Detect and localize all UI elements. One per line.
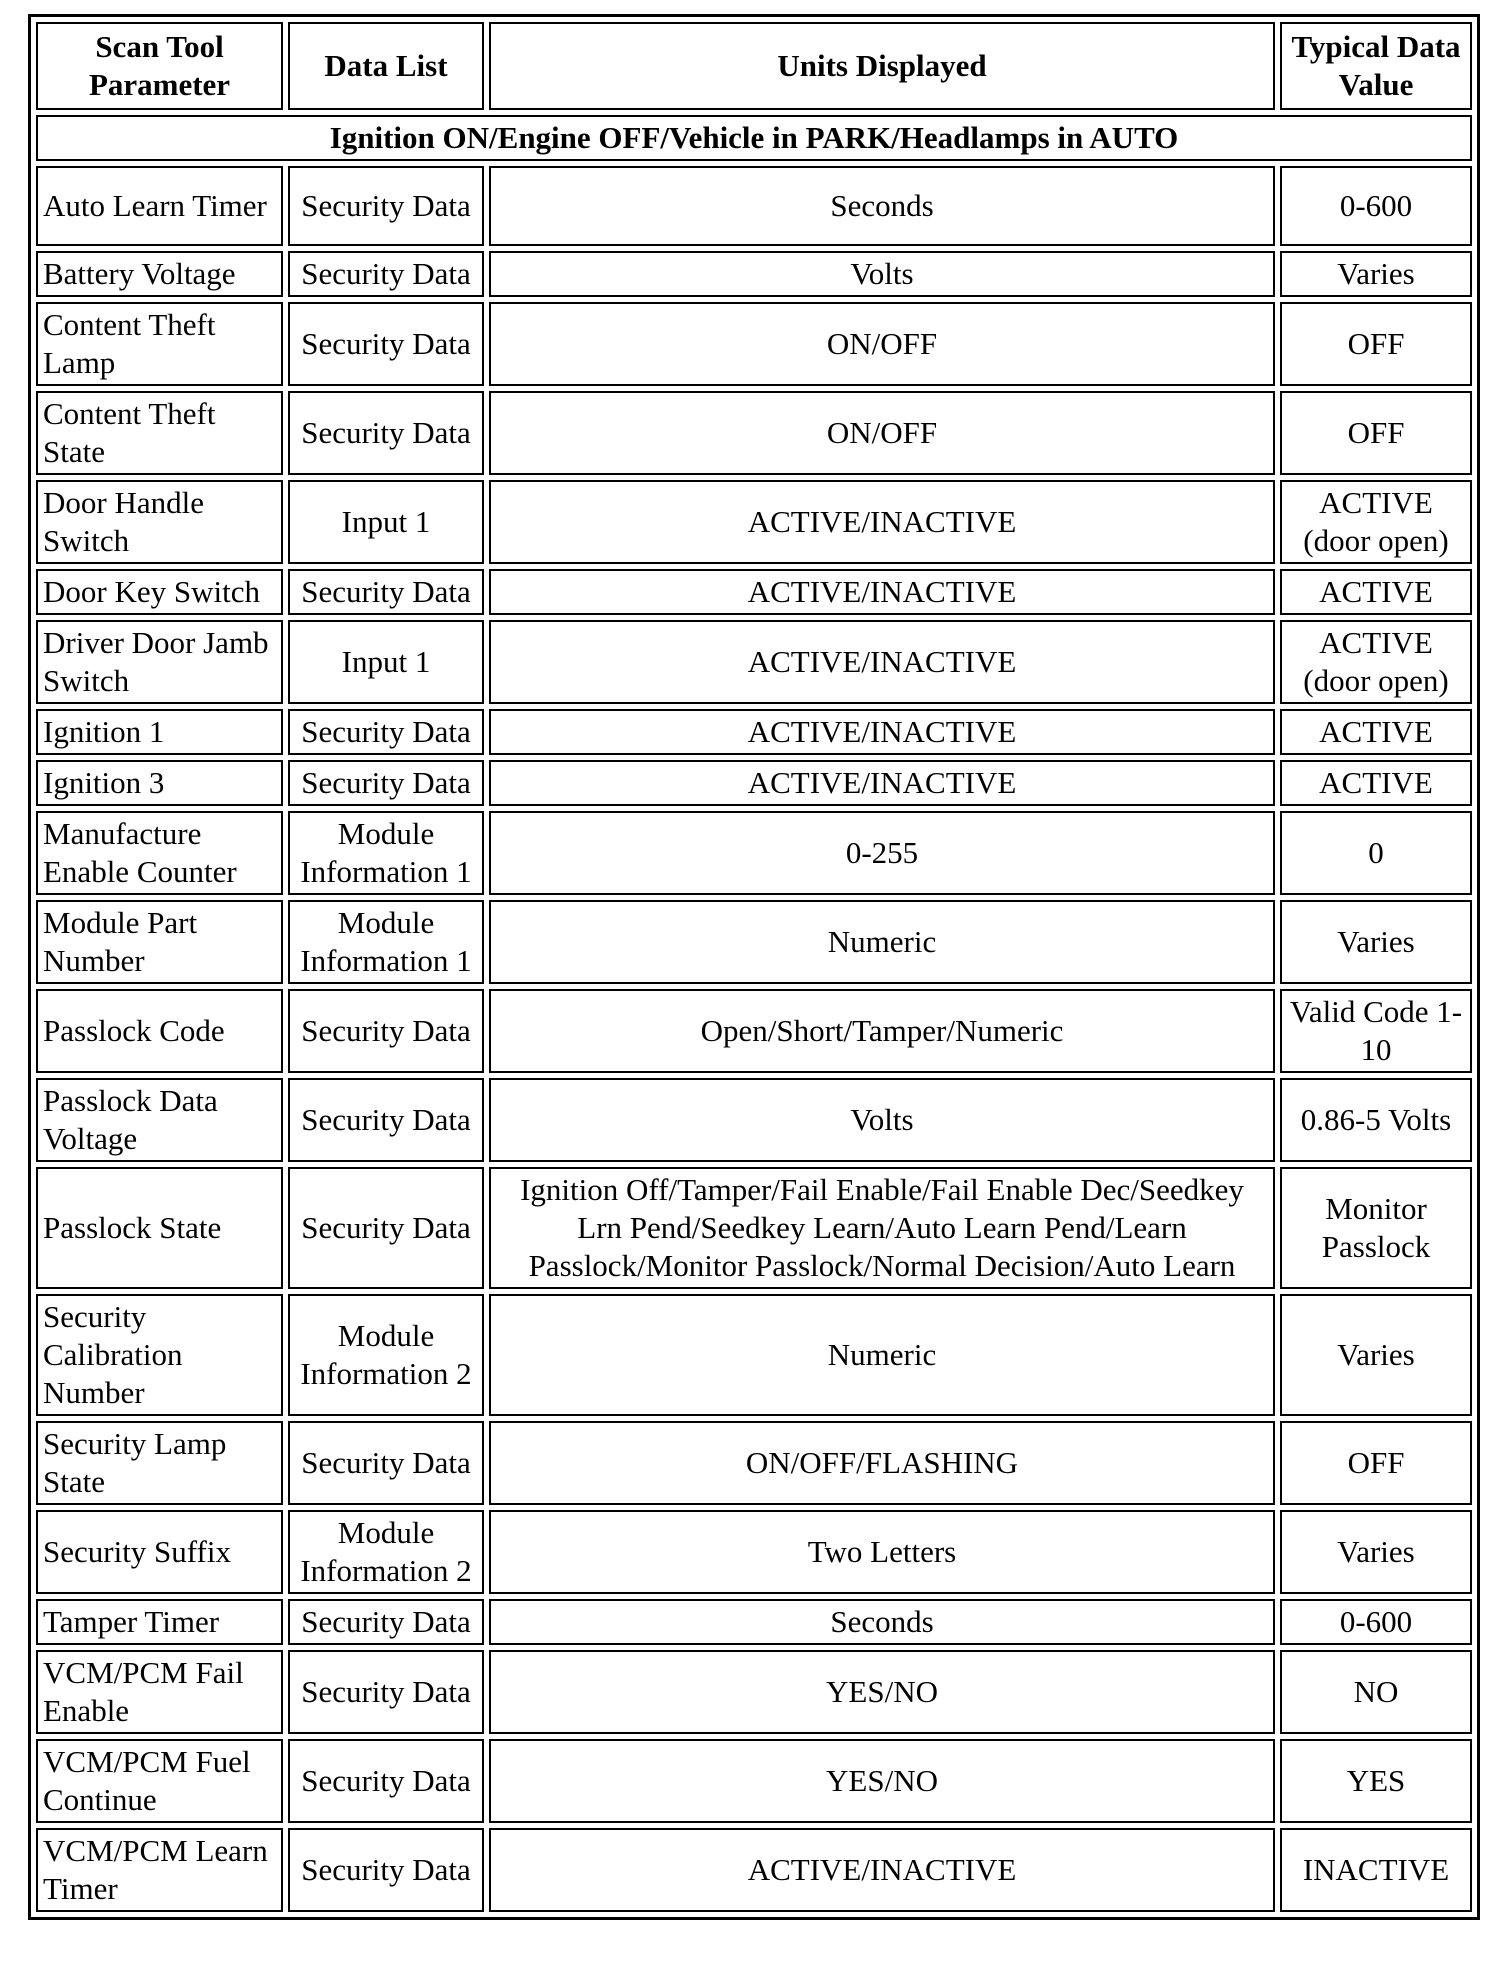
table-row	[36, 302, 1472, 386]
table-row	[36, 709, 1472, 755]
cell-units: ACTIVE/INACTIVE	[489, 480, 1275, 564]
cell-data-list: Security Data	[288, 1167, 484, 1289]
cell-parameter: Module Part Number	[36, 900, 283, 984]
cell-units: Numeric	[489, 1294, 1275, 1416]
cell-parameter: Security Calibration Number	[36, 1294, 283, 1416]
table-row	[36, 1599, 1472, 1645]
cell-typical-value: Varies	[1280, 1294, 1472, 1416]
cell-units: ACTIVE/INACTIVE	[489, 760, 1275, 806]
cell-data-list: Module Information 1	[288, 811, 484, 895]
cell-data-list: Security Data	[288, 1650, 484, 1734]
cell-data-list: Module Information 2	[288, 1294, 484, 1416]
cell-typical-value: Valid Code 1-10	[1280, 989, 1472, 1073]
cell-parameter: VCM/PCM Learn Timer	[36, 1828, 283, 1912]
scan-tool-data-table-wrapper	[28, 14, 1480, 1920]
cell-typical-value: 0.86-5 Volts	[1280, 1078, 1472, 1162]
cell-typical-value: ACTIVE	[1280, 569, 1472, 615]
table-row	[36, 569, 1472, 615]
cell-parameter: Auto Learn Timer	[36, 166, 283, 246]
table-row	[36, 900, 1472, 984]
cell-parameter: Ignition 3	[36, 760, 283, 806]
cell-parameter: Passlock Data Voltage	[36, 1078, 283, 1162]
cell-parameter: Ignition 1	[36, 709, 283, 755]
scan-tool-data-table	[28, 14, 1480, 1920]
cell-units: Seconds	[489, 166, 1275, 246]
table-row	[36, 480, 1472, 564]
cell-parameter: Security Lamp State	[36, 1421, 283, 1505]
table-row	[36, 391, 1472, 475]
cell-typical-value: Varies	[1280, 900, 1472, 984]
table-row	[36, 1167, 1472, 1289]
cell-units: YES/NO	[489, 1650, 1275, 1734]
table-row	[36, 1078, 1472, 1162]
cell-units: Seconds	[489, 1599, 1275, 1645]
table-row	[36, 1650, 1472, 1734]
cell-typical-value: 0	[1280, 811, 1472, 895]
cell-parameter: Security Suffix	[36, 1510, 283, 1594]
cell-units: ON/OFF	[489, 391, 1275, 475]
cell-data-list: Security Data	[288, 569, 484, 615]
cell-data-list: Input 1	[288, 620, 484, 704]
cell-parameter: Door Key Switch	[36, 569, 283, 615]
cell-data-list: Security Data	[288, 391, 484, 475]
cell-parameter: Tamper Timer	[36, 1599, 283, 1645]
table-row	[36, 1510, 1472, 1594]
table-row	[36, 760, 1472, 806]
cell-data-list: Security Data	[288, 1739, 484, 1823]
cell-typical-value: Monitor Passlock	[1280, 1167, 1472, 1289]
cell-data-list: Security Data	[288, 1828, 484, 1912]
cell-typical-value: OFF	[1280, 302, 1472, 386]
table-row	[36, 1294, 1472, 1416]
header-units: Units Displayed	[489, 22, 1275, 110]
cell-units: Two Letters	[489, 1510, 1275, 1594]
cell-units: ACTIVE/INACTIVE	[489, 620, 1275, 704]
cell-units: Volts	[489, 1078, 1275, 1162]
table-row	[36, 1739, 1472, 1823]
cell-typical-value: ACTIVE (door open)	[1280, 480, 1472, 564]
cell-data-list: Security Data	[288, 989, 484, 1073]
cell-typical-value: NO	[1280, 1650, 1472, 1734]
cell-units: ON/OFF/FLASHING	[489, 1421, 1275, 1505]
cell-parameter: Driver Door Jamb Switch	[36, 620, 283, 704]
cell-parameter: Manufacture Enable Counter	[36, 811, 283, 895]
cell-typical-value: INACTIVE	[1280, 1828, 1472, 1912]
cell-parameter: Passlock State	[36, 1167, 283, 1289]
cell-data-list: Security Data	[288, 251, 484, 297]
cell-typical-value: OFF	[1280, 1421, 1472, 1505]
table-row	[36, 620, 1472, 704]
cell-data-list: Security Data	[288, 1078, 484, 1162]
cell-units: ON/OFF	[489, 302, 1275, 386]
cell-units: YES/NO	[489, 1739, 1275, 1823]
cell-units: Volts	[489, 251, 1275, 297]
cell-data-list: Security Data	[288, 760, 484, 806]
cell-units: ACTIVE/INACTIVE	[489, 709, 1275, 755]
cell-units: Ignition Off/Tamper/Fail Enable/Fail Enable Dec/Seedkey Lrn Pend/Seedkey Learn/Auto Learn Pend/Learn Passlock/Monitor Passlock/Normal Decision/Auto Learn	[489, 1167, 1275, 1289]
cell-typical-value: ACTIVE	[1280, 760, 1472, 806]
header-data-list: Data List	[288, 22, 484, 110]
cell-units: 0-255	[489, 811, 1275, 895]
cell-data-list: Input 1	[288, 480, 484, 564]
cell-typical-value: Varies	[1280, 1510, 1472, 1594]
cell-units: Open/Short/Tamper/Numeric	[489, 989, 1275, 1073]
table-row	[36, 1421, 1472, 1505]
cell-units: Numeric	[489, 900, 1275, 984]
cell-typical-value: ACTIVE	[1280, 709, 1472, 755]
cell-parameter: Door Handle Switch	[36, 480, 283, 564]
cell-parameter: Battery Voltage	[36, 251, 283, 297]
cell-data-list: Security Data	[288, 302, 484, 386]
section-row	[36, 115, 1472, 161]
cell-typical-value: ACTIVE (door open)	[1280, 620, 1472, 704]
cell-data-list: Security Data	[288, 1599, 484, 1645]
cell-parameter: VCM/PCM Fuel Continue	[36, 1739, 283, 1823]
cell-data-list: Module Information 1	[288, 900, 484, 984]
cell-data-list: Security Data	[288, 1421, 484, 1505]
cell-typical-value: YES	[1280, 1739, 1472, 1823]
cell-parameter: VCM/PCM Fail Enable	[36, 1650, 283, 1734]
cell-typical-value: OFF	[1280, 391, 1472, 475]
cell-parameter: Passlock Code	[36, 989, 283, 1073]
table-row	[36, 989, 1472, 1073]
table-row	[36, 166, 1472, 246]
cell-units: ACTIVE/INACTIVE	[489, 569, 1275, 615]
cell-data-list: Security Data	[288, 166, 484, 246]
cell-data-list: Module Information 2	[288, 1510, 484, 1594]
cell-typical-value: 0-600	[1280, 1599, 1472, 1645]
cell-units: ACTIVE/INACTIVE	[489, 1828, 1275, 1912]
cell-parameter: Content Theft State	[36, 391, 283, 475]
header-parameter: Scan Tool Parameter	[36, 22, 283, 110]
header-typical-value: Typical Data Value	[1280, 22, 1472, 110]
cell-typical-value: Varies	[1280, 251, 1472, 297]
header-row	[36, 22, 1472, 110]
table-row	[36, 1828, 1472, 1912]
table-row	[36, 811, 1472, 895]
cell-data-list: Security Data	[288, 709, 484, 755]
cell-typical-value: 0-600	[1280, 166, 1472, 246]
cell-parameter: Content Theft Lamp	[36, 302, 283, 386]
table-row	[36, 251, 1472, 297]
section-title: Ignition ON/Engine OFF/Vehicle in PARK/Headlamps in AUTO	[36, 115, 1472, 161]
